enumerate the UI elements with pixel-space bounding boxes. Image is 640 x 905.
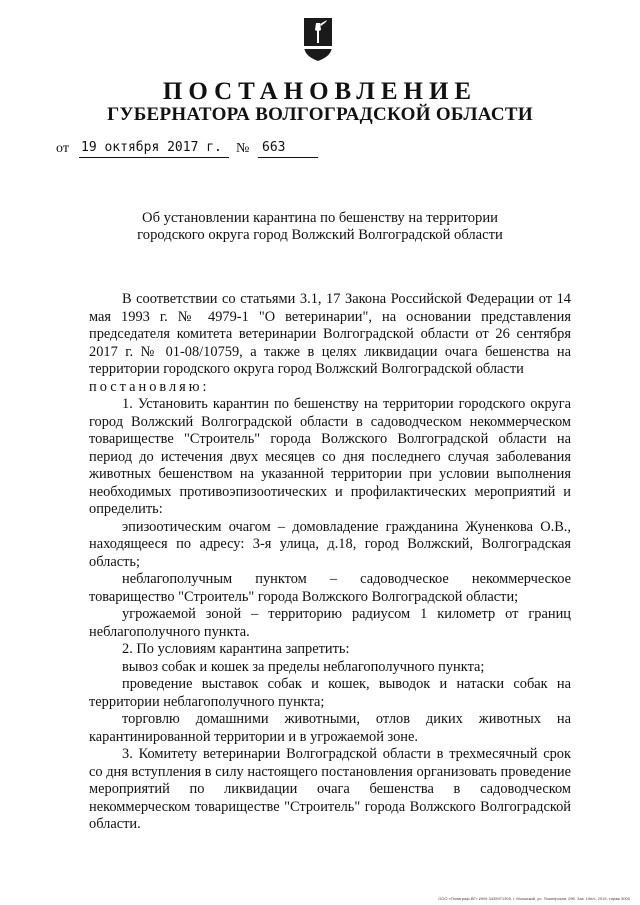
document-body: [89, 291, 571, 834]
clause-1: 1. Установить карантин по бешенству на территории городского округа город Волжский Волгоградской области в садоводческом некоммерческом товариществе "Строитель" города Волжского Волгоградской области на период до истечения двух месяцев со дня последнего случая заболевания животных бешенством на указанной территории при условии выполнения необходимых противоэпизоотических и профилактических мероприятий и определить:: [89, 396, 571, 517]
clause-1-affected-point: неблагополучным пунктом – садоводческое некоммерческое товарищество "Строитель" города Волжского Волгоградской области;: [89, 571, 571, 605]
clause-3: 3. Комитету ветеринарии Волгоградской области в трехмесячный срок со дня вступления в силу настоящего постановления организовать проведение мероприятий по ликвидации очага бешенства в садоводческом некоммерческом товариществе "Строитель" города Волжского Волгоградской области.: [89, 746, 571, 832]
issuer-title: ГУБЕРНАТОРА ВОЛГОГРАДСКОЙ ОБЛАСТИ: [107, 104, 533, 125]
clause-2-item-b: проведение выставок собак и кошек, выводок и натаски собак на территории неблагополучного пункта;: [89, 676, 571, 710]
number-prefix: №: [236, 141, 250, 156]
document-number: 663: [258, 139, 318, 158]
intro-paragraph: В соответствии со статьями 3.1, 17 Закона Российской Федерации от 14 мая 1993 г. № 4979-1 "О ветеринарии", на основании представления председателя комитета ветеринарии Волгоградской области от 26 сентября 2017 г. № 01-08/10759, а также в целях ликвидации очага бешенства на территории городского округа город Волжский Волгоградской области: [89, 291, 571, 377]
document-date: 19 октября 2017 г.: [79, 139, 229, 158]
document-type-title: ПОСТАНОВЛЕНИЕ: [162, 78, 478, 105]
clause-1-threatened-zone: угрожаемой зоной – территорию радиусом 1 километр от границ неблагополучного пункта.: [89, 606, 571, 640]
clause-2-item-c: торговлю домашними животными, отлов диких животных на карантинированной территории и в угрожаемой зоне.: [89, 711, 571, 745]
clause-2: 2. По условиям карантина запретить:: [122, 641, 350, 657]
resolve-word: постановляю:: [89, 378, 210, 395]
clause-2-item-a: вывоз собак и кошек за пределы неблагополучного пункта;: [122, 658, 485, 675]
clause-1-epizootic-focus: эпизоотическим очагом – домовладение гражданина Жуненкова О.В., находящееся по адресу: 3-я улица, д.18, город Волжский, Волгоградская область;: [89, 518, 571, 570]
date-prefix: от: [56, 141, 69, 156]
coat-of-arms-icon: [301, 16, 335, 62]
document-subject: Об установлении карантина по бешенству на территории городского округа город Волжский Волгоградской области: [137, 210, 503, 243]
printer-imprint: ООО «Полиграф-ВГ» ИНН 3435971309, г. Молжский, ул. Пионерская, 29б. Зак. 19н/с, 2015, тираж 5000: [438, 896, 630, 901]
